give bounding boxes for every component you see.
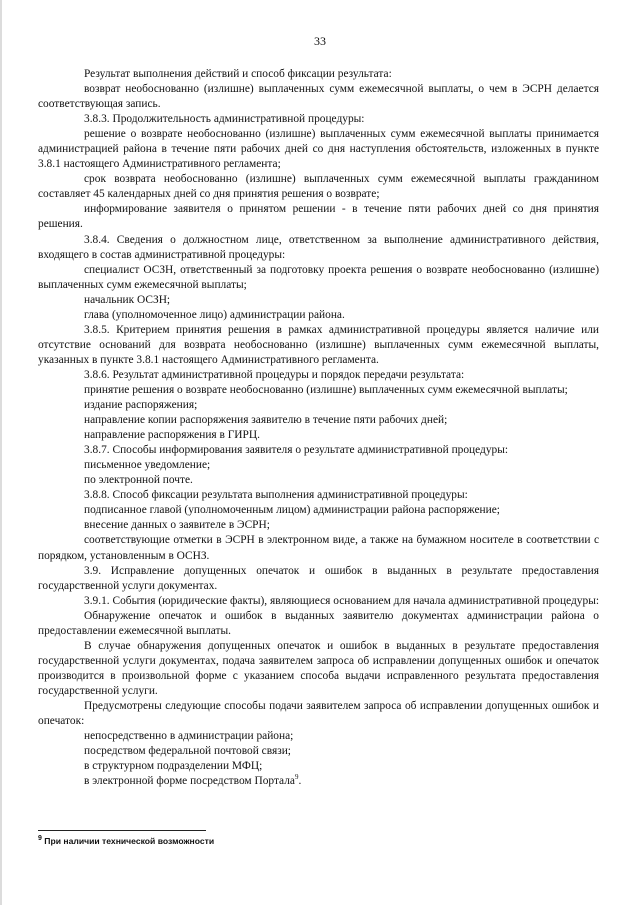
paragraph-text: в электронной форме посредством Портала xyxy=(84,775,295,788)
paragraph-text: направление распоряжения в ГИРЦ. xyxy=(84,429,260,442)
paragraph xyxy=(38,774,599,789)
paragraph-text: 3.8.8. Способ фиксации результата выполнения административной процедуры: xyxy=(84,489,468,502)
paragraph xyxy=(38,699,599,729)
paragraph-text: Обнаружение опечаток и ошибок в выданных заявителю документах администрации района о предоставлении ежемесячной выплаты. xyxy=(38,609,599,637)
paragraph xyxy=(38,293,599,308)
paragraph-text: специалист ОСЗН, ответственный за подготовку проекта решения о возврате необоснованно (излишне) выплаченных сумм ежемесячной выплаты; xyxy=(38,263,599,291)
paragraph-text: непосредственно в администрации района; xyxy=(84,730,294,743)
footnote xyxy=(38,835,598,847)
paragraph-text: издание распоряжения; xyxy=(84,399,198,412)
paragraph xyxy=(38,428,599,443)
paragraph xyxy=(38,308,599,323)
paragraph xyxy=(38,112,599,127)
paragraph xyxy=(38,473,599,488)
paragraph xyxy=(38,323,599,368)
paragraph-text: 3.8.4. Сведения о должностном лице, ответственном за выполнение административного действия, входящего в состав административной процедуры: xyxy=(38,233,599,261)
paragraph xyxy=(38,383,599,398)
paragraph xyxy=(38,233,599,263)
paragraph-text: 3.8.6. Результат административной процедуры и порядок передачи результата: xyxy=(84,368,465,381)
paragraph-text: 3.8.5. Критерием принятия решения в рамках административной процедуры является наличие или отсутствие оснований для возврата необоснованно (излишне) выплаченных сумм ежемесячной выплаты, указанных в пункте 3.8.1 настоящего Административного регламента. xyxy=(38,323,599,366)
paragraph xyxy=(38,729,599,744)
paragraph xyxy=(38,398,599,413)
paragraph-text: 3.9. Исправление допущенных опечаток и ошибок в выданных в результате предоставления государственной услуги документах. xyxy=(38,564,599,592)
paragraph-text: 3.8.7. Способы информирования заявителя о результате административной процедуры: xyxy=(84,444,509,457)
paragraph xyxy=(38,67,599,82)
paragraph-text: В случае обнаружения допущенных опечаток и ошибок в выданных в результате предоставления государственной услуги документах, подача заявителем запроса об исправлении допущенных ошибок и опечаток производится в произвольной форме с указанием способа выдачи исправленного результата предоставления государственной услуги. xyxy=(38,639,599,697)
paragraph xyxy=(38,82,599,112)
paragraph xyxy=(38,127,599,172)
paragraph-text: информирование заявителя о принятом решении - в течение пяти рабочих дней со дня принятия решения. xyxy=(38,203,599,231)
paragraph xyxy=(38,172,599,202)
paragraph xyxy=(38,503,599,518)
paragraph-text: решение о возврате необоснованно (излишне) выплаченных сумм ежемесячной выплаты принимается администрацией района в течение пяти рабочих дней со дня наступления обстоятельств, изложенных в пункте 3.8.1 настоящего Административного регламента; xyxy=(38,128,599,171)
paragraph-text: внесение данных о заявителе в ЭСРН; xyxy=(84,519,270,532)
paragraph-tail: . xyxy=(298,775,302,788)
footnote-reference: 9 xyxy=(294,773,299,782)
paragraph xyxy=(38,533,599,563)
paragraph xyxy=(38,594,599,609)
paragraph-text: направление копии распоряжения заявителю в течение пяти рабочих дней; xyxy=(84,414,448,427)
paragraph-text: срок возврата необоснованно (излишне) выплаченных сумм ежемесячной выплаты гражданином составляет 45 календарных дней со дня принятия решения о возврате; xyxy=(38,173,599,201)
paragraph-text: принятие решения о возврате необоснованно (излишне) выплаченных сумм ежемесячной выплаты; xyxy=(84,383,568,396)
footnote-text: При наличии технической возможности xyxy=(41,836,215,846)
paragraph xyxy=(38,263,599,293)
scan-edge xyxy=(0,0,2,905)
paragraph-text: глава (уполномоченное лицо) администрации района. xyxy=(84,308,345,321)
paragraph-text: Предусмотрены следующие способы подачи заявителем запроса об исправлении допущенных ошибок и опечаток: xyxy=(38,699,599,728)
paragraph-text: возврат необоснованно (излишне) выплаченных сумм ежемесячной выплаты, о чем в ЭСРН делается соответствующая запись. xyxy=(38,83,599,111)
paragraph-text: соответствующие отметки в ЭСРН в электронном виде, а также на бумажном носителе в соответствии с порядком, установленным в ОСНЗ. xyxy=(38,534,599,562)
paragraph-text: письменное уведомление; xyxy=(84,459,211,472)
paragraph-text: подписанное главой (уполномоченным лицом) администрации района распоряжение; xyxy=(84,504,500,517)
paragraph xyxy=(38,443,599,458)
paragraph xyxy=(38,759,599,774)
paragraph-text: 3.9.1. События (юридические факты), являющиеся основанием для начала административной процедуры: xyxy=(84,594,600,607)
paragraph-text: Результат выполнения действий и способ фиксации результата: xyxy=(84,68,392,80)
paragraph xyxy=(38,458,599,473)
footnote-divider xyxy=(38,830,206,831)
paragraph-text: по электронной почте. xyxy=(84,474,193,487)
paragraph xyxy=(38,413,599,428)
page-number: 33 xyxy=(314,34,326,48)
paragraph xyxy=(38,202,599,232)
paragraph xyxy=(38,564,599,594)
document-body xyxy=(38,67,599,789)
footnote-marker: 9 xyxy=(38,835,42,843)
paragraph xyxy=(38,518,599,533)
paragraph xyxy=(38,488,599,503)
paragraph-text: начальник ОСЗН; xyxy=(84,293,171,306)
paragraph-text: 3.8.3. Продолжительность административной процедуры: xyxy=(84,113,365,126)
paragraph xyxy=(38,744,599,759)
paragraph xyxy=(38,368,599,383)
paragraph-text: в структурном подразделении МФЦ; xyxy=(84,760,263,773)
paragraph xyxy=(38,639,599,699)
paragraph-text: посредством федеральной почтовой связи; xyxy=(84,745,291,758)
paragraph xyxy=(38,609,599,639)
